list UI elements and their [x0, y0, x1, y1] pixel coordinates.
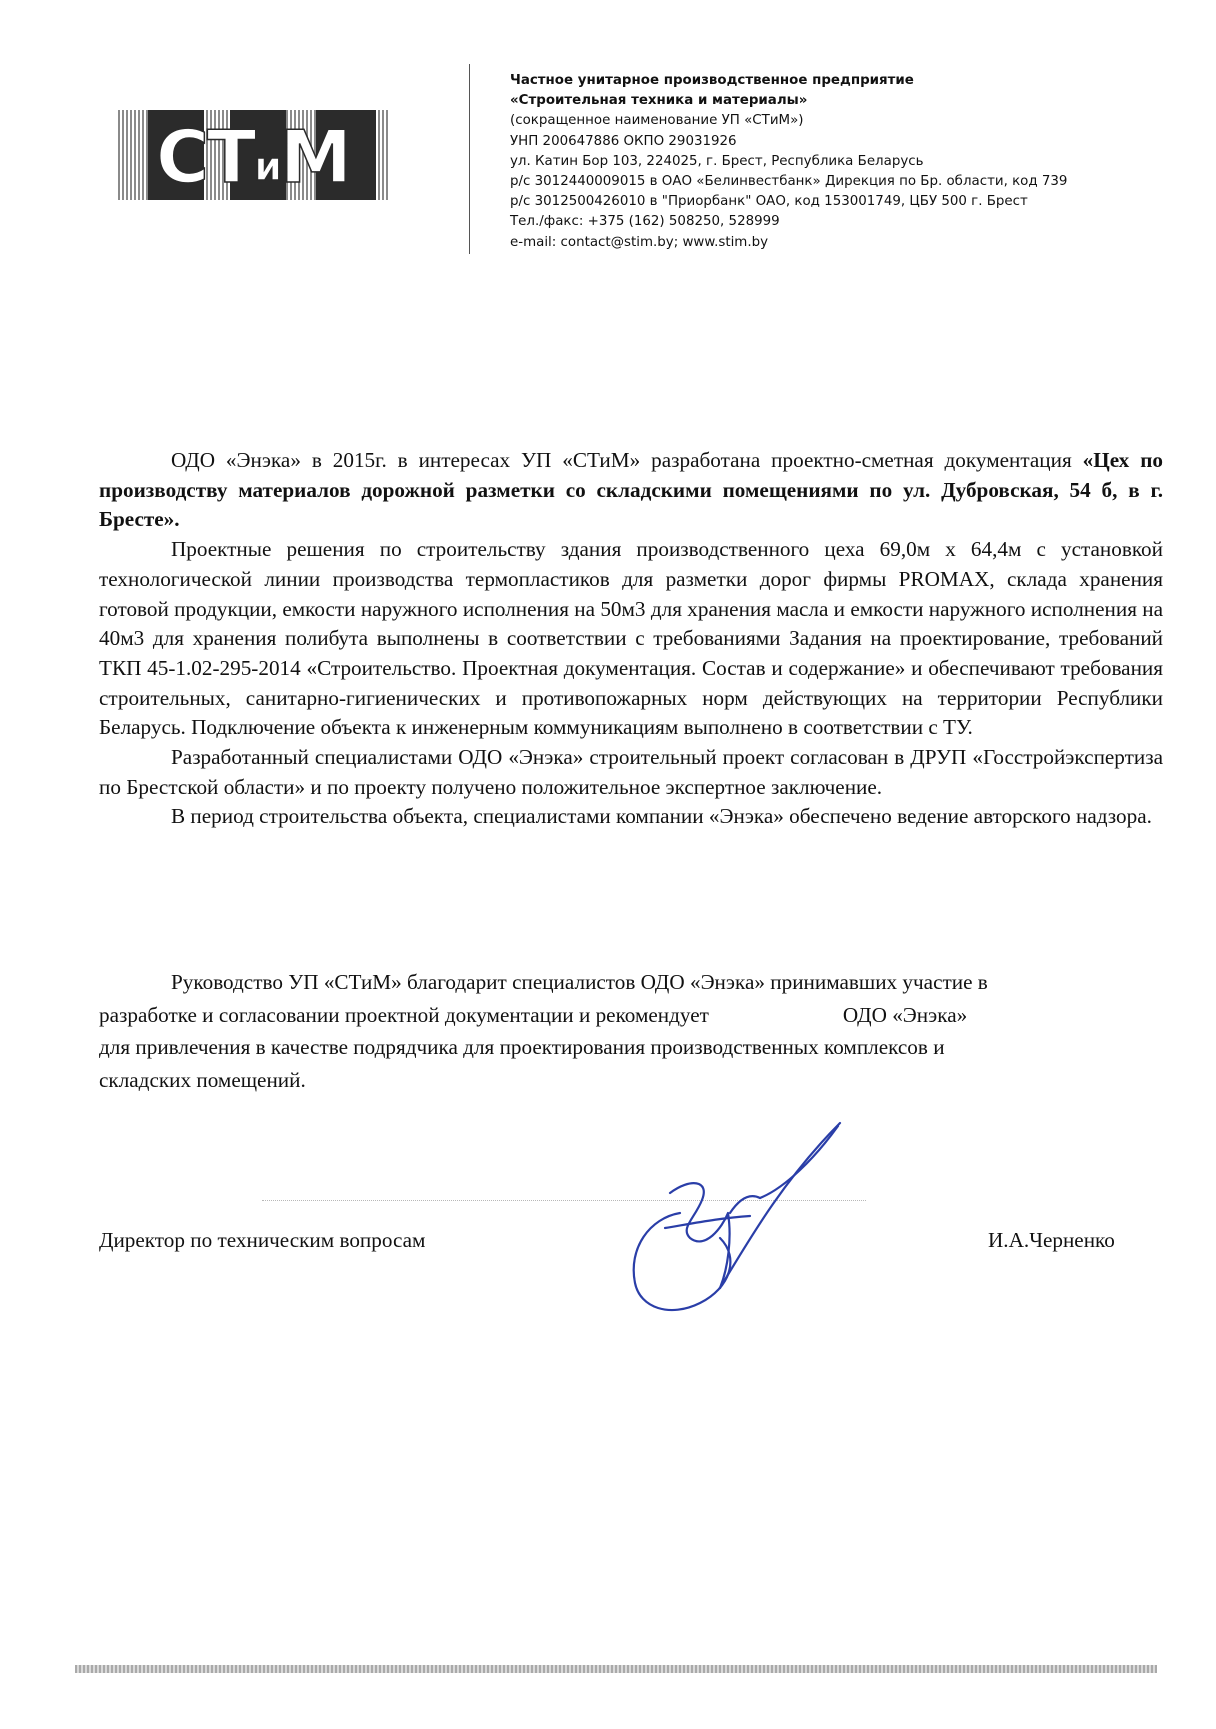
letterhead-info [510, 71, 1170, 253]
header-divider [469, 64, 470, 254]
signatory-name: И.А.Черненко [988, 1228, 1115, 1252]
recommendation-line-3: для привлечения в качестве подрядчика для проектирования производственных комплексов и [99, 1035, 945, 1059]
footer-scan-band [75, 1665, 1157, 1673]
paragraph-1-lead: ОДО «Энэка» в 2015г. в интересах УП «СТиМ» разработана проектно-сметная документация [171, 448, 1083, 472]
paragraph-3: Разработанный специалистами ОДО «Энэка» строительный проект согласован в ДРУП «Госстройэкспертиза по Брестской области» и по проекту получено положительное экспертное заключение. [99, 745, 1163, 799]
stim-logo-graphic [118, 110, 388, 200]
svg-text:СТиМ: СТиМ [156, 115, 350, 199]
recommended-company: ОДО «Энэка» [842, 1002, 968, 1027]
letter-body [99, 446, 1163, 832]
org-contacts: e-mail: contact@stim.by; www.stim.by [510, 234, 769, 250]
recommendation-block [99, 966, 1163, 1096]
bank-account-2: р/с 3012500426010 в "Приорбанк" ОАО, код 153001749, ЦБУ 500 г. Брест [510, 194, 1028, 210]
org-short-name: (сокращенное наименование УП «СТиМ») [510, 113, 804, 129]
signatory-role: Директор по техническим вопросам [99, 1228, 426, 1252]
paragraph-4: В период строительства объекта, специалистами компании «Энэка» обеспечено ведение авторского надзора. [171, 804, 1152, 829]
recommendation-line-1: Руководство УП «СТиМ» благодарит специалистов ОДО «Энэка» принимавших участие в [171, 970, 988, 994]
recommendation-line-2a: разработке и согласовании проектной документации и рекомендует [99, 1002, 709, 1027]
org-address: ул. Катин Бор 103, 224025, г. Брест, Республика Беларусь [510, 153, 924, 169]
bank-account-1: р/с 3012440009015 в ОАО «Белинвестбанк» Дирекция по Бр. области, код 739 [510, 174, 1068, 190]
paragraph-1 [99, 446, 1163, 535]
recommendation-line-2 [99, 999, 1163, 1032]
org-full-name: Частное унитарное производственное предприятие [510, 73, 914, 88]
handwritten-signature [610, 1118, 870, 1338]
signature-graphic [610, 1118, 870, 1338]
paragraph-2: Проектные решения по строительству здания производственного цеха 69,0м х 64,4м с установкой технологической линии производства термопластиков для разметки дорог фирмы PROMAX, склада хранения готовой продукции, емкости наружного исполнения на 50м3 для хранения масла и емкости наружного исполнения на 40м3 для хранения полибута выполнены в соответствии с требованиями Задания на проектирование, требований ТКП 45-1.02-295-2014 «Строительство. Проектная документация. Состав и содержание» и обеспечивают требования строительных, санитарно-гигиенических и противопожарных норм действующих на территории Республики Беларусь. Подключение объекта к инженерным коммуникациям выполнено в соответствии с ТУ. [99, 537, 1163, 740]
org-ids: УНП 200647886 ОКПО 29031926 [510, 133, 737, 149]
org-phone: Тел./факс: +375 (162) 508250, 528999 [510, 214, 780, 230]
org-name: «Строительная техника и материалы» [510, 93, 808, 109]
recommendation-line-4: складских помещений. [99, 1067, 306, 1092]
project-title: «Цех по производству материалов дорожной разметки со складскими помещениями по ул. Дубровская, 54 б, в г. Бресте». [99, 448, 1164, 532]
company-logo [118, 110, 388, 200]
